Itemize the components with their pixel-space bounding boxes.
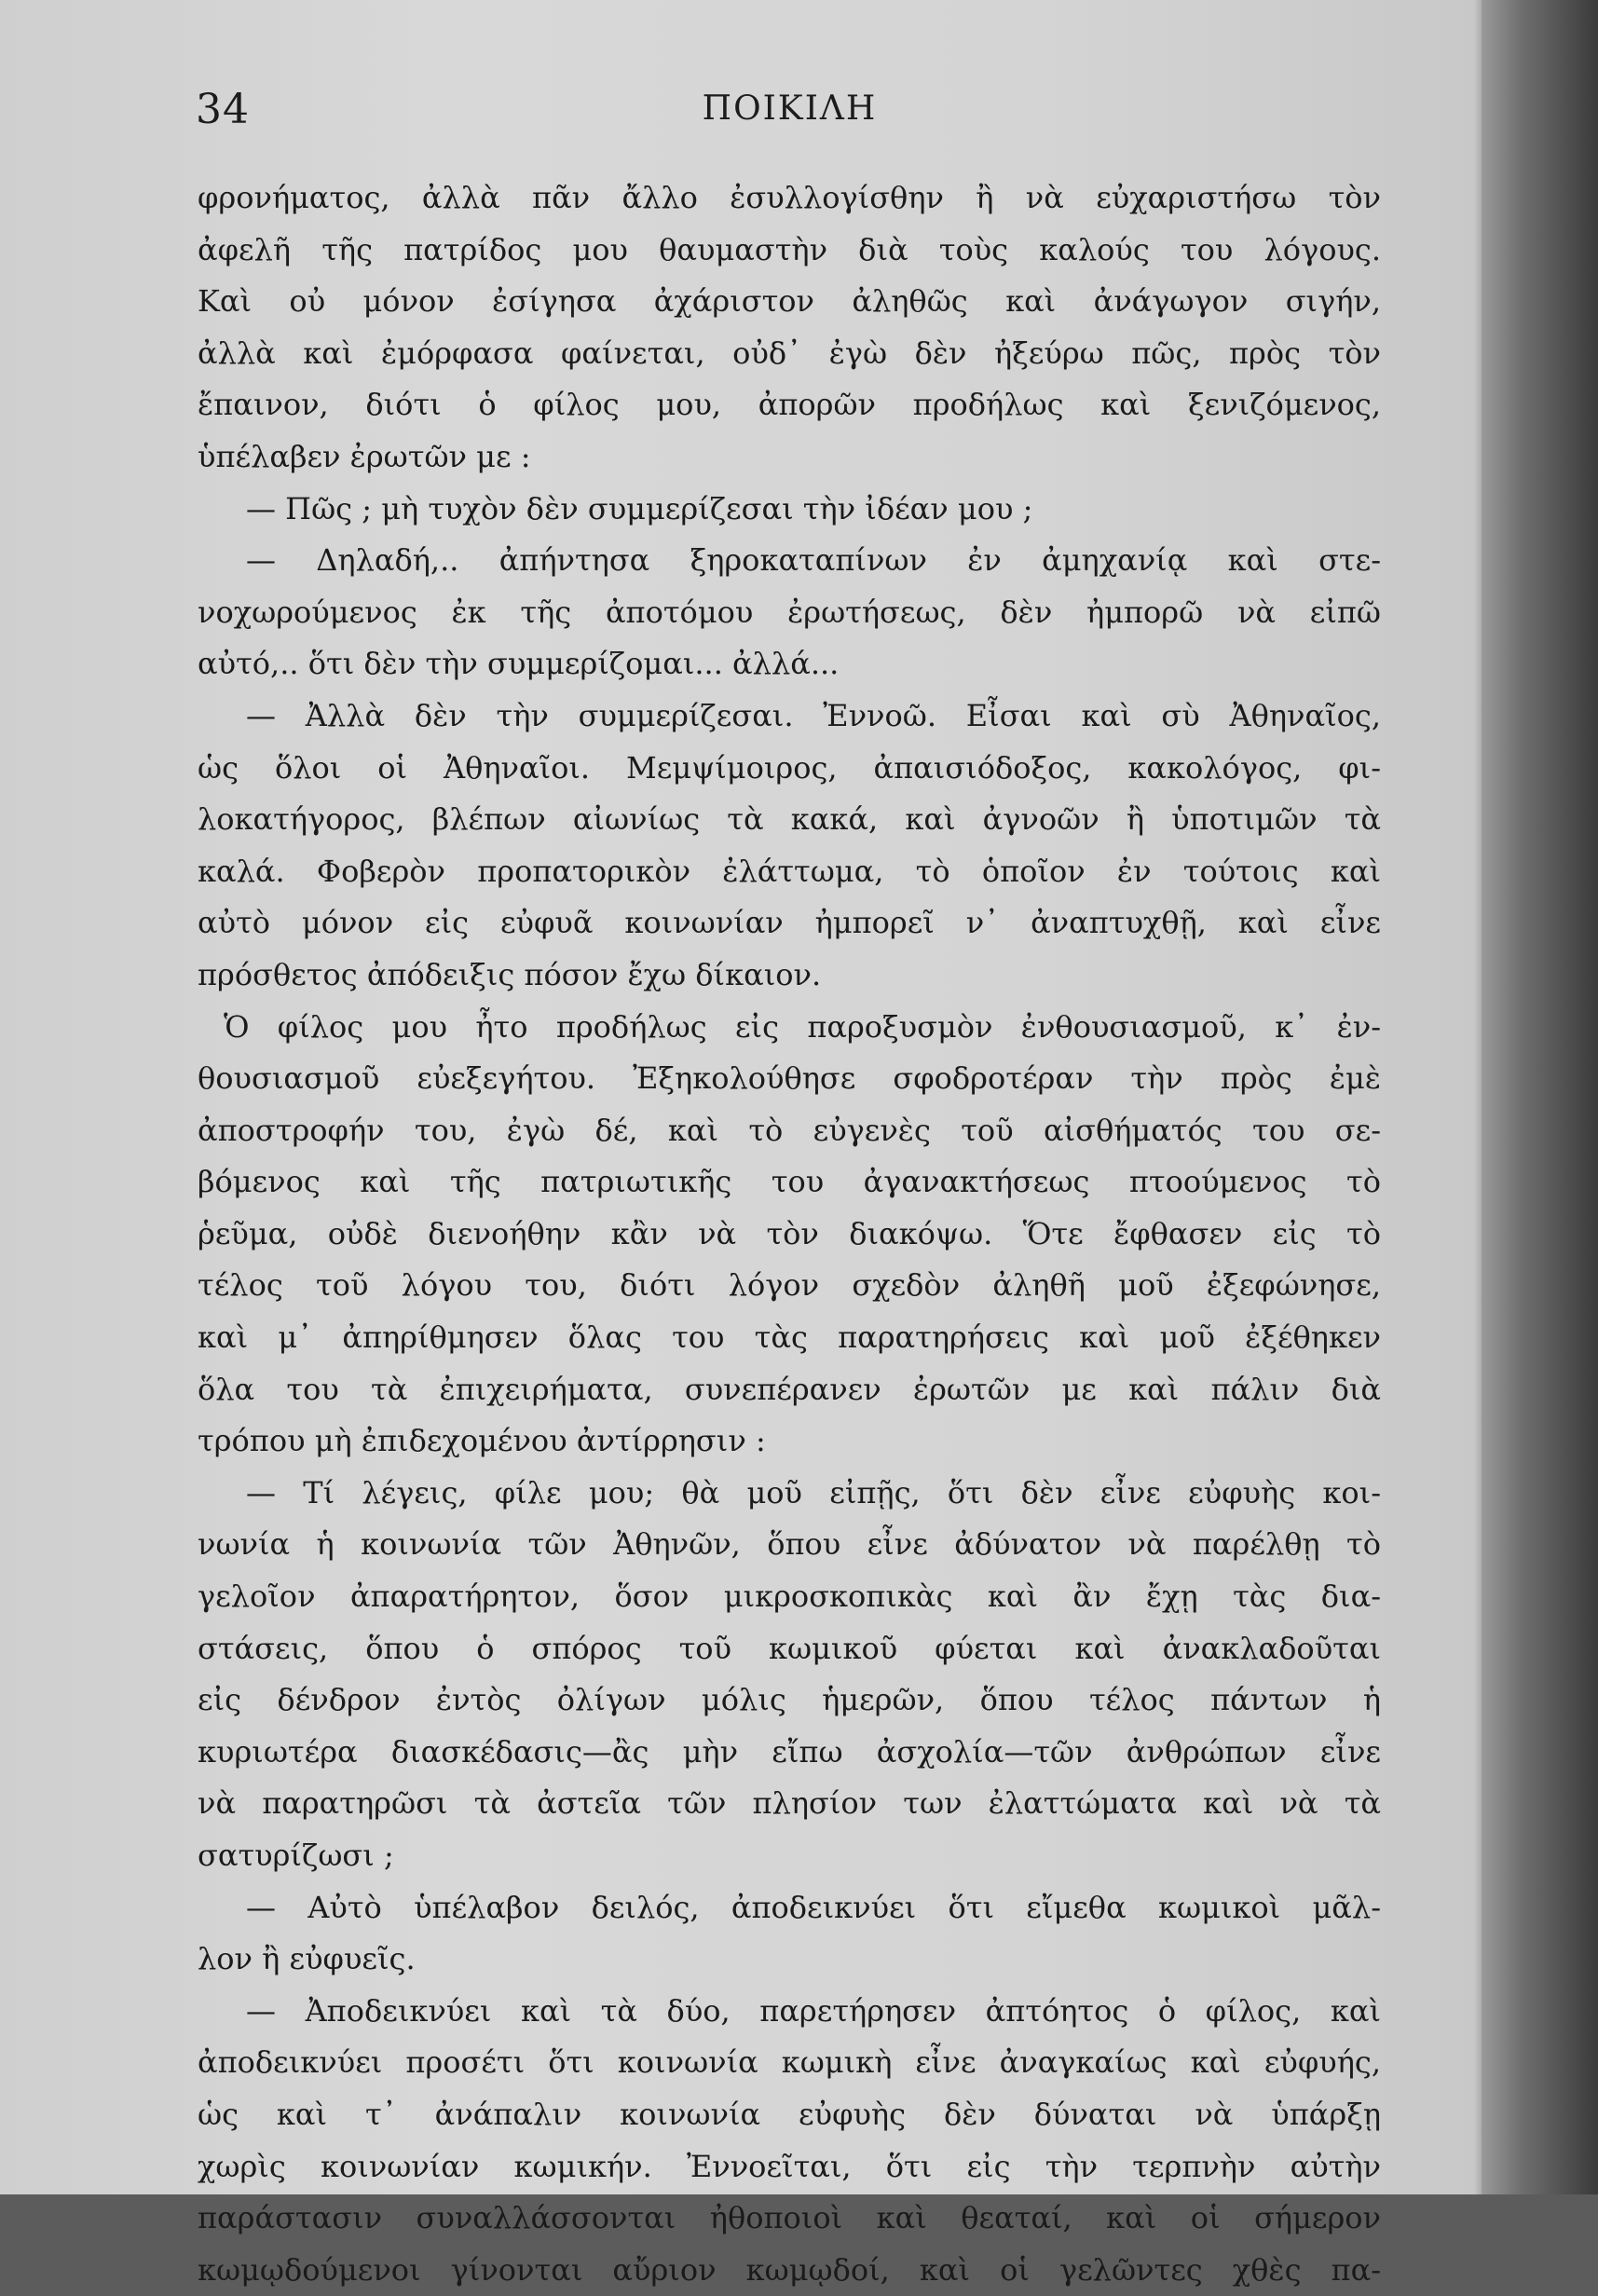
text-line: — Ἀποδεικνύει καὶ τὰ δύο, παρετήρησεν ἀπτόητος ὁ φίλος, καὶ [246, 1992, 1381, 2029]
text-line: παράστασιν συναλλάσσονται ἠθοποιοὶ καὶ θεαταί, καὶ οἱ σήμερον [198, 2200, 1381, 2236]
text-line: κωμῳδούμενοι γίνονται αὔριον κωμῳδοί, καὶ οἱ γελῶντες χθὲς πα- [198, 2251, 1381, 2288]
page-header [196, 86, 1384, 151]
text-line: καὶ μ᾽ ἀπηρίθμησεν ὅλας του τὰς παρατηρήσεις καὶ μοῦ ἐξέθηκεν [198, 1319, 1381, 1356]
text-line: στάσεις, ὅπου ὁ σπόρος τοῦ κωμικοῦ φύεται καὶ ἀνακλαδοῦται [198, 1630, 1381, 1666]
text-line: γελοῖον ἀπαρατήρητον, ὅσον μικροσκοπικὰς καὶ ἂν ἔχῃ τὰς δια- [198, 1578, 1381, 1615]
text-line: σατυρίζωσι ; [198, 1838, 394, 1873]
text-line: αὐτὸ μόνον εἰς εὐφυᾶ κοινωνίαν ἠμπορεῖ ν᾽ ἀναπτυχθῇ, καὶ εἶνε [198, 905, 1381, 941]
text-line: Ὁ φίλος μου ἦτο προδήλως εἰς παροξυσμὸν ἐνθουσιασμοῦ, κ᾽ ἐν- [224, 1008, 1381, 1045]
running-title: ΠΟΙΚΙΛΗ [702, 89, 878, 128]
text-line: αὐτό,.. ὅτι δὲν τὴν συμμερίζομαι... ἀλλά... [198, 646, 840, 682]
text-line: ἀποδεικνύει προσέτι ὅτι κοινωνία κωμικὴ εἶνε ἀναγκαίως καὶ εὐφυής, [198, 2044, 1381, 2081]
text-line: εἰς δένδρον ἐντὸς ὀλίγων μόλις ἡμερῶν, ὅπου τέλος πάντων ἡ [198, 1682, 1381, 1718]
text-line: — Ἀλλὰ δὲν τὴν συμμερίζεσαι. Ἐννοῶ. Εἶσαι καὶ σὺ Ἀθηναῖος, [246, 697, 1381, 733]
text-line: — Τί λέγεις, φίλε μου; θὰ μοῦ εἰπῇς, ὅτι δὲν εἶνε εὐφυὴς κοι- [246, 1474, 1381, 1510]
text-line: φρονήματος, ἀλλὰ πᾶν ἄλλο ἐσυλλογίσθην ἢ νὰ εὐχαριστήσω τὸν [198, 180, 1381, 215]
text-line: ὡς ὅλοι οἱ Ἀθηναῖοι. Μεμψίμοιρος, ἀπαισιόδοξος, κακολόγος, φι- [198, 749, 1381, 786]
text-line: πρόσθετος ἀπόδειξις πόσον ἔχω δίκαιον. [198, 956, 822, 992]
text-line: ὅλα του τὰ ἐπιχειρήματα, συνεπέρανεν ἐρωτῶν με καὶ πάλιν διὰ [198, 1371, 1381, 1407]
text-line: ἔπαινον, διότι ὁ φίλος μου, ἀπορῶν προδήλως καὶ ξενιζόμενος, [198, 387, 1381, 423]
text-line: τρόπου μὴ ἐπιδεχομένου ἀντίρρησιν : [198, 1423, 766, 1459]
text-line: νοχωρούμενος ἐκ τῆς ἀποτόμου ἐρωτήσεως, δὲν ἠμπορῶ νὰ εἰπῶ [198, 594, 1381, 630]
text-line: ὑπέλαβεν ἐρωτῶν με : [198, 438, 531, 474]
text-line: ἀποστροφήν του, ἐγὼ δέ, καὶ τὸ εὐγενὲς τοῦ αἰσθήματός του σε- [198, 1112, 1381, 1148]
text-line: ἀφελῆ τῆς πατρίδος μου θαυμαστὴν διὰ τοὺς καλούς του λόγους. [198, 231, 1381, 267]
text-line: — Δηλαδή,.. ἀπήντησα ξηροκαταπίνων ἐν ἀμηχανίᾳ καὶ στε- [246, 542, 1381, 579]
text-line: θουσιασμοῦ εὐεξεγήτου. Ἐξηκολούθησε σφοδροτέραν τὴν πρὸς ἐμὲ [198, 1060, 1381, 1097]
text-line: ἀλλὰ καὶ ἐμόρφασα φαίνεται, οὐδ᾽ ἐγὼ δὲν ἠξεύρω πῶς, πρὸς τὸν [198, 335, 1381, 371]
text-line: κυριωτέρα διασκέδασις—ἂς μὴν εἴπω ἀσχολία—τῶν ἀνθρώπων εἶνε [198, 1733, 1381, 1770]
text-line: ῥεῦμα, οὐδὲ διενοήθην κἂν νὰ τὸν διακόψω. Ὅτε ἔφθασεν εἰς τὸ [198, 1215, 1381, 1251]
text-line: χωρὶς κοινωνίαν κωμικήν. Ἐννοεῖται, ὅτι εἰς τὴν τερπνὴν αὐτὴν [198, 2148, 1381, 2184]
text-line: βόμενος καὶ τῆς πατριωτικῆς του ἀγανακτήσεως πτοούμενος τὸ [198, 1164, 1381, 1200]
book-spine [1482, 0, 1598, 2194]
text-line: καλά. Φοβερὸν προπατορικὸν ἐλάττωμα, τὸ ὁποῖον ἐν τούτοις καὶ [198, 853, 1381, 889]
text-line: Καὶ οὐ μόνον ἐσίγησα ἀχάριστον ἀληθῶς καὶ ἀνάγωγον σιγήν, [198, 283, 1381, 320]
page-number: 34 [196, 86, 250, 133]
text-line: — Αὐτὸ ὑπέλαβον δειλός, ἀποδεικνύει ὅτι εἴμεθα κωμικοὶ μᾶλ- [246, 1889, 1381, 1925]
body-text [198, 172, 1381, 2296]
text-line: νὰ παρατηρῶσι τὰ ἀστεῖα τῶν πλησίον των ἐλαττώματα καὶ νὰ τὰ [198, 1785, 1381, 1822]
text-line: ὡς καὶ τ᾽ ἀνάπαλιν κοινωνία εὐφυὴς δὲν δύναται νὰ ὑπάρξῃ [198, 2096, 1381, 2132]
text-line: λον ἢ εὐφυεῖς. [198, 1941, 416, 1977]
text-line: λοκατήγορος, βλέπων αἰωνίως τὰ κακά, καὶ ἀγνοῶν ἢ ὑποτιμῶν τὰ [198, 801, 1381, 838]
text-line: τέλος τοῦ λόγου του, διότι λόγον σχεδὸν ἀληθῆ μοῦ ἐξεφώνησε, [198, 1267, 1381, 1304]
text-line: νωνία ἡ κοινωνία τῶν Ἀθηνῶν, ὅπου εἶνε ἀδύνατον νὰ παρέλθῃ τὸ [198, 1526, 1381, 1563]
text-line: — Πῶς ; μὴ τυχὸν δὲν συμμερίζεσαι τὴν ἰδέαν μου ; [246, 490, 1033, 526]
